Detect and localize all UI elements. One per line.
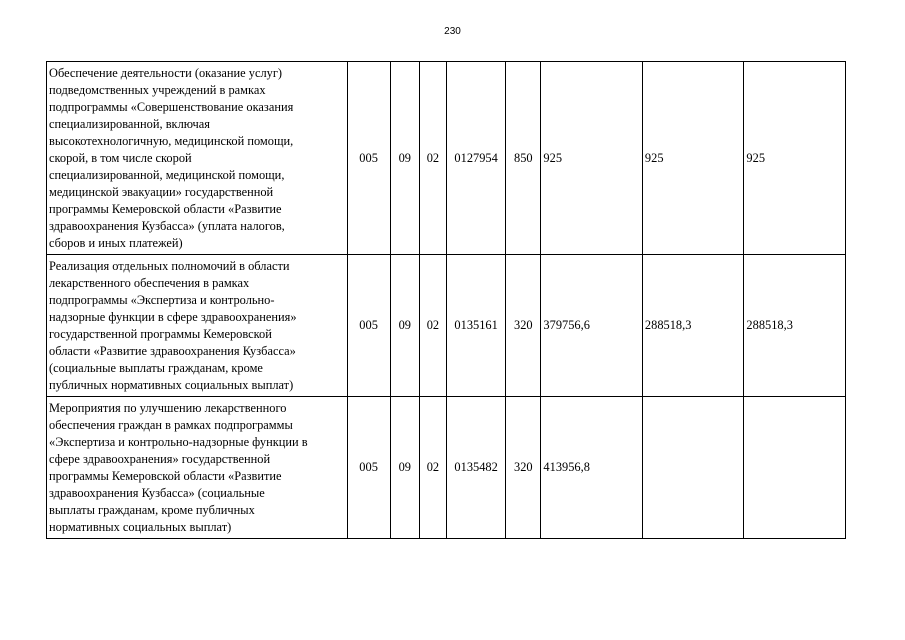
target-article-code: 0135161 xyxy=(446,255,505,397)
amount-year-2: 288518,3 xyxy=(642,255,744,397)
row-description: Реализация отдельных полномочий в области лекарственного обеспечения в рамках подпрограммы «Экспертиза и контрольно- надзорные функции в сфере здравоохранения» государственной программы Кемеровской области «Развитие здравоохранения Кузбасса» (социальные выплаты гражданам, кроме публичных нормативных социальных выплат) xyxy=(47,255,348,397)
target-article-code: 0127954 xyxy=(446,62,505,255)
amount-year-3: 288518,3 xyxy=(744,255,846,397)
ministry-code: 005 xyxy=(347,62,390,255)
subsection-code: 02 xyxy=(419,255,446,397)
table-row xyxy=(47,255,846,397)
section-code: 09 xyxy=(390,255,419,397)
amount-year-3 xyxy=(744,397,846,539)
amount-year-2: 925 xyxy=(642,62,744,255)
section-code: 09 xyxy=(390,397,419,539)
amount-year-1: 413956,8 xyxy=(541,397,643,539)
section-code: 09 xyxy=(390,62,419,255)
target-article-code: 0135482 xyxy=(446,397,505,539)
amount-year-3: 925 xyxy=(744,62,846,255)
expense-type-code: 320 xyxy=(506,255,541,397)
expense-type-code: 320 xyxy=(506,397,541,539)
subsection-code: 02 xyxy=(419,62,446,255)
ministry-code: 005 xyxy=(347,255,390,397)
row-description: Обеспечение деятельности (оказание услуг) подведомственных учреждений в рамках подпрограммы «Совершенствование оказания специализированной, включая высокотехнологичную, медицинской помощи, скорой, в том числе скорой специализированной, медицинской помощи, медицинской эвакуации» государственной программы Кемеровской области «Развитие здравоохранения Кузбасса» (уплата налогов, сборов и иных платежей) xyxy=(47,62,348,255)
budget-table xyxy=(46,61,846,539)
row-description: Мероприятия по улучшению лекарственного обеспечения граждан в рамках подпрограммы «Экспертиза и контрольно-надзорные функции в сфере здравоохранения» государственной программы Кемеровской области «Развитие здравоохранения Кузбасса» (социальные выплаты гражданам, кроме публичных нормативных социальных выплат) xyxy=(47,397,348,539)
table-row xyxy=(47,397,846,539)
subsection-code: 02 xyxy=(419,397,446,539)
expense-type-code: 850 xyxy=(506,62,541,255)
table-row xyxy=(47,62,846,255)
page-number: 230 xyxy=(444,26,461,37)
amount-year-1: 925 xyxy=(541,62,643,255)
amount-year-2 xyxy=(642,397,744,539)
ministry-code: 005 xyxy=(347,397,390,539)
amount-year-1: 379756,6 xyxy=(541,255,643,397)
